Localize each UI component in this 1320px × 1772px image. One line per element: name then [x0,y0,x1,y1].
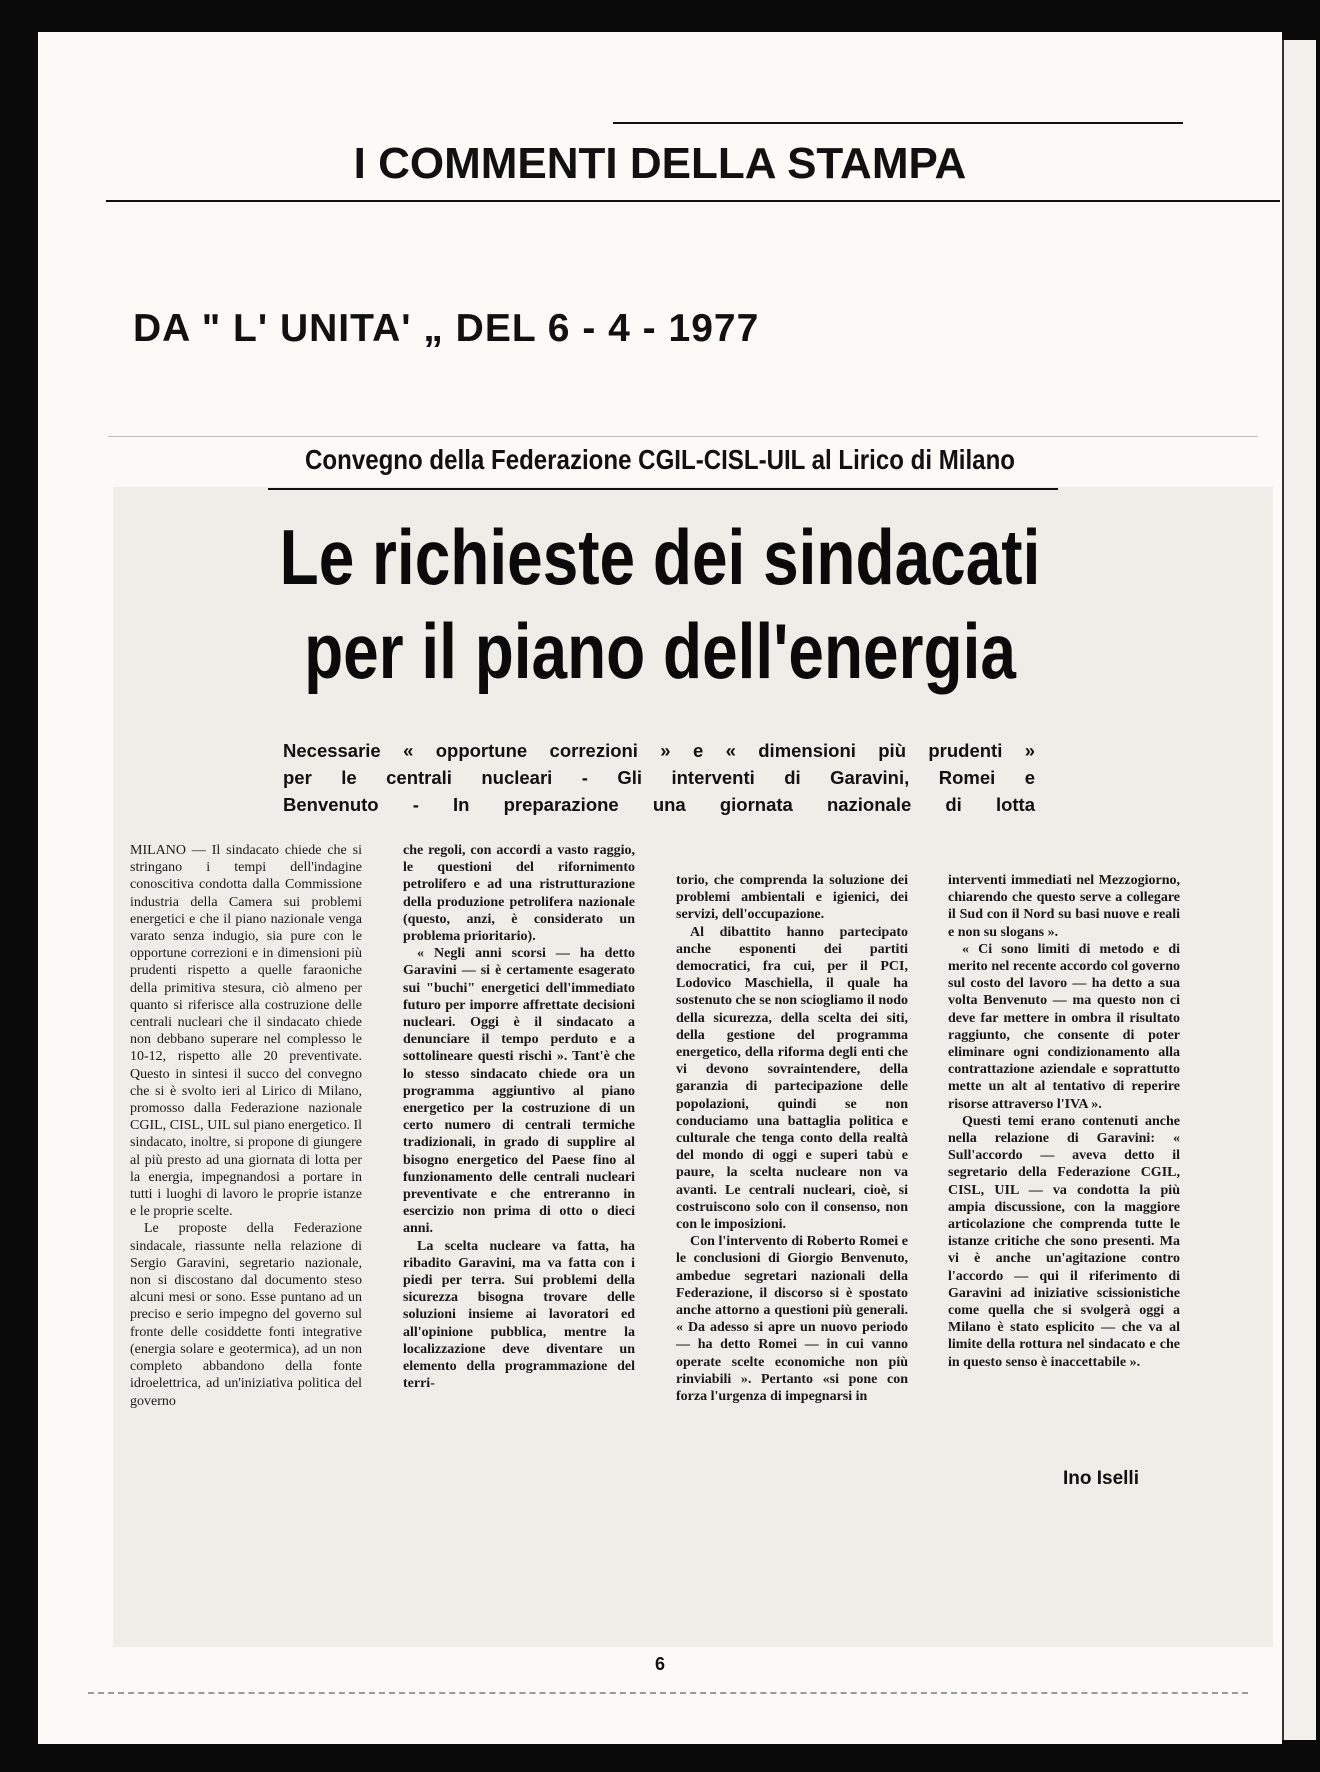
scanned-page [38,32,1282,1744]
column-4-paragraph-2: « Ci sono limiti di metodo e di merito nel recente accordo col governo sul costo del lavoro — ha detto a sua volta Benvenuto — ma questo non ci deve far mettere in ombra il risultato raggiunto, che consente di poter eliminare ogni condizionamento alla contrattazione aziendale e soprattutto mette un alt al tentativo di reperire risorse attraverso l'IVA ». [948,941,1180,1112]
column-3-paragraph-2: Al dibattito hanno partecipato anche esponenti dei partiti democratici, fra cui, per il PCI, Lodovico Maschiella, il quale ha sostenuto che se non sciogliamo il nodo della sicurezza, della scelta dei siti, della gestione del programma energetico, della riforma degli enti che vi devono sovraintendere, della garanzia di partecipazione delle popolazioni, quindi se non conduciamo una battaglia politica e culturale che tenga conto della realtà del mondo di oggi e superi tabù e paure, la scelta nucleare non va avanti. Le centrali nucleari, cioè, si costruiscono solo con il consenso, non con le imposizioni. [676,924,908,1233]
next-page-edge [1282,40,1316,1740]
section-divider [108,436,1258,437]
article-author: Ino Iselli [1062,1468,1139,1489]
column-3-paragraph-1: torio, che comprenda la soluzione dei problemi ambientali e igienici, dei servizi, dell'occupazione. [676,873,908,923]
article-column-4 [948,872,1180,1371]
article-headline [150,510,1170,698]
subhead-line-1: Necessarie « opportune correzioni » e « dimensioni più prudenti » [283,740,1035,761]
article-column-1 [130,842,362,1410]
header-rule-bottom [106,200,1280,202]
subhead-line-2: per le centrali nucleari - Gli interventi di Garavini, Romei e [283,767,1035,788]
column-2-paragraph-2: « Negli anni scorsi — ha detto Garavini — si è certamente esagerato sui "buchi" energetici dell'immediato futuro per imporre affrettate decisioni nucleari. Oggi è il sindacato a denunciare il tempo perduto e a sottolineare questi rischi ». Tant'è che lo stesso sindacato chiede ora un programma aggiuntivo al piano energetico per la costruzione di un certo numero di centrali termiche tradizionali, in grado di supplire al bisogno energetico del Paese fino al funzionamento delle centrali nucleari preventivate e che entreranno in esercizio non prima di otto o dieci anni. [403,946,635,1237]
page-header-title: I COMMENTI DELLA STAMPA [353,139,967,188]
page-number: 6 [654,1654,665,1674]
article-column-3 [676,872,908,1405]
header-rule-top [613,122,1183,124]
kicker-rule [268,488,1058,490]
subhead-line-3: Benvenuto - In preparazione una giornata nazionale di lotta [283,794,1035,815]
headline-line-2: per il piano dell'energia [304,607,1016,695]
column-1-paragraph-1: MILANO — Il sindacato chiede che si stringano i tempi dell'indagine conoscitiva condotta dalla Commissione industria della Camera sui problemi energetici e che il piano nazionale venga varato senza indugio, sia pure con le opportune correzioni e in dimensioni più prudenti rispetto a quelle faraoniche della primitiva stesura, ciò almeno per quanto si riferisce alla costruzione delle centrali nucleari che il sindacato chiede non debbano superare nel complesso le 10-12, rispetto alle 20 preventivate. Questo in sintesi il succo del convegno che si è svolto ieri al Lirico di Milano, promosso dalla Federazione nazionale CGIL, CISL, UIL sul piano energetico. Il sindacato, inoltre, si propone di giungere al più presto ad una giornata di lotta per la energia, impegnandosi a portare in tutti i luoghi di lavoro le proprie istanze e le proprie scelte. [130,843,362,1220]
column-4-paragraph-1: interventi immediati nel Mezzogiorno, chiarendo che questo serve a collegare il Sud con il Nord su basi nuove e reali e non su slogans ». [948,873,1180,940]
article-column-2 [403,842,635,1393]
column-4-paragraph-3: Questi temi erano contenuti anche nella relazione di Garavini: « Sull'accordo — aveva detto il segretario della Federazione CGIL, CISL, UIL — va condotta la più ampia discussione, con la maggiore articolazione che comprenda tutte le istanze critiche che sono presenti. Ma vi è anche un'agitazione contro l'accordo — qui il riferimento di Garavini ad iniziative scissionistiche come quella che si svolgerà oggi a Milano è stato esplicito — che va al limite della rottura nel sindacato e che in questo senso è inaccettabile ». [948,1113,1180,1370]
article-kicker: Convegno della Federazione CGIL-CISL-UIL al Lirico di Milano [305,444,1015,475]
column-2-paragraph-1: che regoli, con accordi a vasto raggio, le questioni del rifornimento petrolifero e ad una ristrutturazione della produzione petrolifera nazionale (questo, anzi, è considerato un problema prioritario). [403,843,635,945]
source-line: DA " L' UNITA' „ DEL 6 - 4 - 1977 [133,307,760,350]
headline-line-1: Le richieste dei sindacati [279,513,1041,601]
column-3-paragraph-3: Con l'intervento di Roberto Romei e le conclusioni di Giorgio Benvenuto, ambedue segretari nazionali della Federazione, il discorso si è spostato anche attorno a questioni più generali. « Da adesso si apre un nuovo periodo — ha detto Romei — in cui vanno operate scelte economiche non più rinviabili ». Pertanto «si pone con forza l'urgenza di impegnarsi in [676,1234,908,1405]
column-2-paragraph-3: La scelta nucleare va fatta, ha ribadito Garavini, ma va fatta con i piedi per terra. Sui problemi della sicurezza bisogna trovare delle soluzioni insieme ai lavoratori ed all'opinione pubblica, mentre la localizzazione deve diventare un elemento della programmazione del terri- [403,1238,635,1392]
column-1-paragraph-2: Le proposte della Federazione sindacale, riassunte nella relazione di Sergio Garavini, segretario nazionale, non si discostano dal documento steso alcuni mesi or sono. Esse puntano ad un preciso e serio impegno del governo sul fronte delle cosiddette fonti integrative (energia solare e geotermica), ad un non completo abbandono della fonte idroelettrica, ad un'iniziativa politica del governo [130,1221,362,1409]
article-subhead [283,737,1035,818]
footer-dotted-line [88,1692,1248,1694]
